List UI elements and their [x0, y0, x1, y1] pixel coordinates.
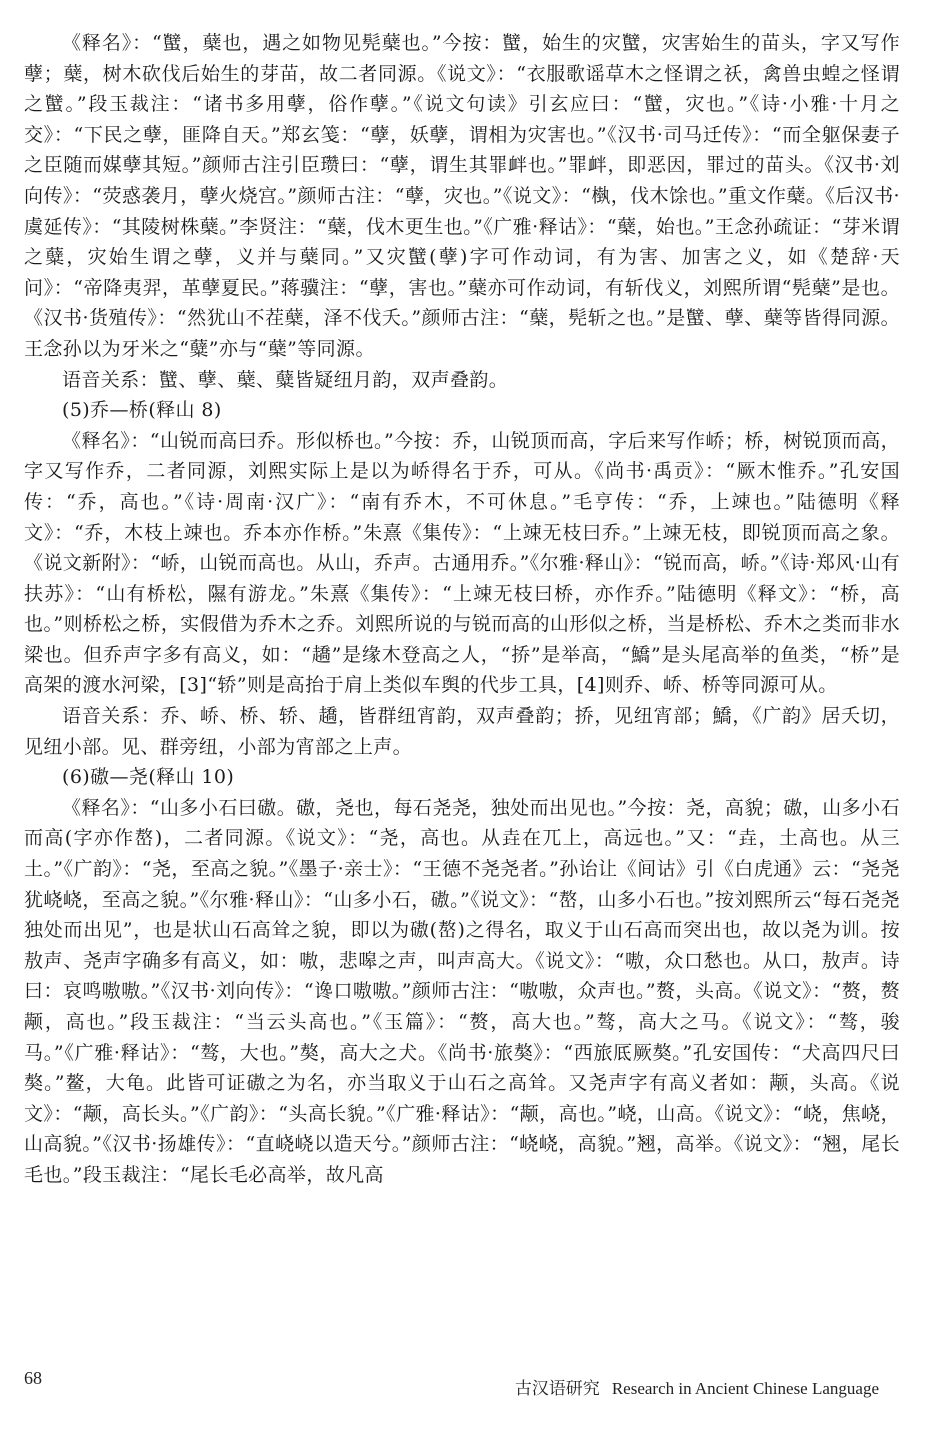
- section-heading-ao: (6)磝—尧(释山 10): [62, 766, 235, 789]
- journal-name-chinese: 古汉语研究: [514, 1379, 600, 1399]
- paragraph-ao-etymology: 《释名》：“山多小石曰磝。磝，尧也，每石尧尧，独处而出见也。”今按：尧，高貌；磝，山多小石而高(字亦作嶅)，二者同源。《说文》：“尧，高也。从垚在兀上，高远也。”又：“垚，土高也。从三土。”《广韵》：“尧，至高之貌。”《墨子·亲士》：“王德不尧尧者。”孙诒让《间诂》引《白虎通》云：“尧尧犹峣峣，至高之貌。”《尔雅·释山》：“山多小石，磝。”《说文》：“嶅，山多小石也。”按刘熙所云“每石尧尧独处而出见”，也是状山石高耸之貌，即以为磝(嶅)之得名，取义于山石高而突出也，故以尧为训。按敖声、尧声字确多有高义，如：嗷，悲嗥之声，叫声高大。《说文》：“嗷，众口愁也。从口，敖声。诗曰：哀鸣嗷嗷。”《汉书·刘向传》：“谗口嗷嗷。”颜师古注：“嗷嗷，众声也。”赘，头高。《说文》：“赘，赘颟，高也。”段玉裁注：“当云头高也。”《玉篇》：“赘，高大也。”骜，高大之马。《说文》：“骜，骏马。”《广雅·释诂》：“骜，大也。”獒，高大之犬。《尚书·旅獒》：“西旅厎厥獒。”孔安国传：“犬高四尺曰獒。”鳌，大龟。此皆可证磝之为名，亦当取义于山石之高耸。又尧声字有高义者如：颟，头高。《说文》：“颟，高长头。”《广韵》：“头高长貌。”《广雅·释诂》：“颟，高也。”峣，山高。《说文》：“峣，焦峣，山高貌。”《汉书·扬雄传》：“直峣峣以造天兮。”颜师古注：“峣峣，高貌。”翘，高举。《说文》：“翘，尾长毛也。”段玉裁注：“尾长毛必高举，故凡高: [24, 796, 900, 1186]
- article-body: [24, 28, 900, 1191]
- paragraph-qiao-etymology: 《释名》：“山锐而高曰乔。形似桥也。”今按：乔，山锐顶而高，字后来写作峤；桥，树锐顶而高，字又写作乔，二者同源，刘熙实际上是以为峤得名于乔，可从。《尚书·禹贡》：“厥木惟乔。”孔安国传：“乔，高也。”《诗·周南·汉广》：“南有乔木，不可休息。”毛亨传：“乔，上竦也。”陆德明《释文》：“乔，木枝上竦也。乔本亦作桥。”朱熹《集传》：“上竦无枝曰乔。”上竦无枝，即锐顶而高之象。《说文新附》：“峤，山锐而高也。从山，乔声。古通用乔。”《尔雅·释山》：“锐而高，峤。”《诗·郑风·山有扶苏》：“山有桥松，隰有游龙。”朱熹《集传》：“上竦无枝曰桥，亦作乔。”陆德明《释文》：“桥，高也。”则桥松之桥，实假借为乔木之乔。刘熙所说的与锐而高的山形似之桥，当是桥松、乔木之类而非水梁也。但乔声字多有高义，如：“趫”是缘木登高之人，“挢”是举高，“鱎”是头尾高举的鱼类，“桥”是高架的渡水河梁，[3]“轿”则是高抬于肩上类似车舆的代步工具，[4]则乔、峤、桥等同源可从。: [24, 429, 900, 697]
- journal-name: [515, 1374, 879, 1399]
- journal-name-english: Research in Ancient Chinese Language: [611, 1379, 879, 1398]
- paragraph-phonetic-relation: 语音关系：蠥、孽、蘖、糵皆疑纽月韵，双声叠韵。: [62, 368, 509, 391]
- page-number: 68: [24, 1368, 42, 1388]
- section-heading-qiao: (5)乔—桥(释山 8): [62, 399, 222, 422]
- paragraph-phonetic-relation: 语音关系：乔、峤、桥、轿、趫，皆群纽宵韵，双声叠韵；挢，见纽宵部；鱎，《广韵》居夭切，见纽小部。见、群旁纽，小部为宵部之上声。: [24, 705, 900, 758]
- paragraph-nie-etymology: 《释名》：“蠥，蘖也，遇之如物见髡蘖也。”今按：蠥，始生的灾蠥，灾害始生的苗头，字又写作孽；蘖，树木砍伐后始生的芽苗，故二者同源。《说文》：“衣服歌谣草木之怪谓之祅，禽兽虫蝗之怪谓之蠥。”段玉裁注：“诸书多用孽，俗作孽。”《说文句读》引玄应曰：“蠥，灾也。”《诗·小雅·十月之交》：“下民之孽，匪降自天。”郑玄笺：“孽，妖孽，谓相为灾害也。”《汉书·司马迁传》：“而全躯保妻子之臣随而媒孽其短。”颜师古注引臣瓒曰：“孽，谓生其罪衅也。”罪衅，即恶因，罪过的苗头。《汉书·刘向传》：“荧惑袭月，孽火烧宫。”颜师古注：“孽，灾也。”《说文》：“槸，伐木馀也。”重文作蘖。《后汉书·虞延传》：“其陵树株蘖。”李贤注：“蘖，伐木更生也。”《广雅·释诂》：“蘖，始也。”王念孙疏证：“芽米谓之糵，灾始生谓之孽，义并与蘖同。”又灾蠥(孽)字可作动词，有为害、加害之义，如《楚辞·天问》：“帝降夷羿，革孽夏民。”蒋骥注：“孽，害也。”蘖亦可作动词，有斩伐义，刘熙所谓“髡蘖”是也。《汉书·货殖传》：“然犹山不茬蘖，泽不伐夭。”颜师古注：“蘖，髡斩之也。”是蠥、孽、蘖等皆得同源。王念孙以为牙米之“糵”亦与“蘖”等同源。: [24, 32, 900, 360]
